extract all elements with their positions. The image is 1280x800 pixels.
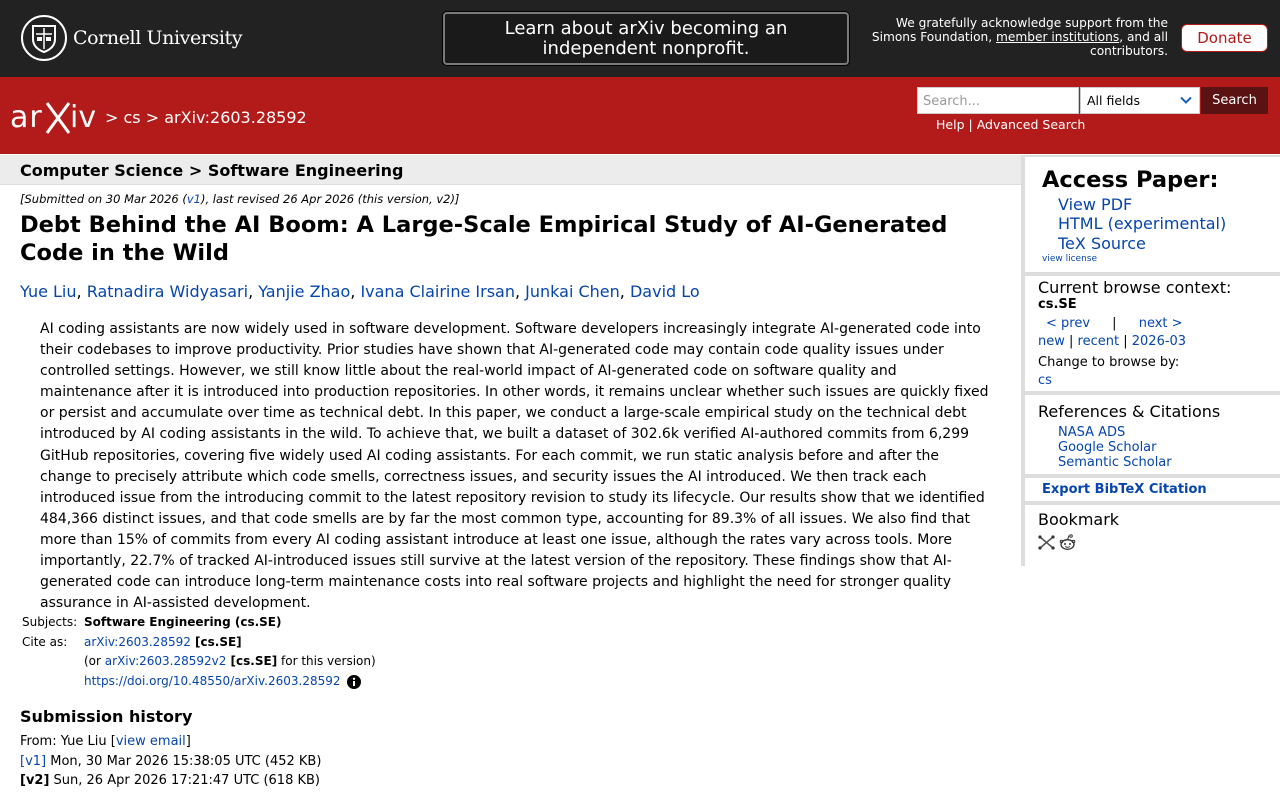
paper-title: Debt Behind the AI Boom: A Large-Scale Empirical Study of AI-Generated Code in the Wild: [20, 212, 948, 266]
cite-or-suffix: for this version): [277, 654, 376, 668]
top-banner: [0, 0, 1280, 77]
reddit-icon[interactable]: [1059, 534, 1076, 555]
doi-row: [84, 674, 376, 689]
search-help-links: [936, 117, 1085, 132]
export-bibtex-link[interactable]: Export BibTeX Citation: [1042, 482, 1207, 497]
cite-version-category: [cs.SE]: [226, 654, 278, 668]
browse-context-panel: [1025, 276, 1280, 391]
google-scholar-link[interactable]: Google Scholar: [1058, 440, 1157, 455]
subjects-value: Software Engineering (cs.SE): [84, 615, 282, 629]
new-link[interactable]: new: [1038, 334, 1065, 349]
nasa-ads-link[interactable]: NASA ADS: [1058, 425, 1126, 440]
link-separator: |: [968, 117, 973, 132]
change-browse-label: Change to browse by:: [1038, 355, 1180, 370]
cite-label: Cite as:: [22, 635, 68, 649]
references-links: [1058, 425, 1280, 470]
version-v2-date: Sun, 26 Apr 2026 17:21:47 UTC (618 KB): [49, 773, 321, 788]
cite-arxiv-link[interactable]: arXiv:2603.28592: [84, 635, 191, 649]
submitter-prefix: From: Yue Liu [: [20, 734, 116, 749]
doi-link[interactable]: https://doi.org/10.48550/arXiv.2603.28592: [84, 674, 341, 688]
cornell-seal-icon: [21, 15, 67, 61]
breadcrumb-paper-id[interactable]: arXiv:2603.28592: [164, 108, 307, 127]
author-link[interactable]: Ratnadira Widyasari: [86, 282, 249, 301]
search-button[interactable]: Search: [1201, 87, 1268, 114]
support-acknowledgement: [866, 16, 1168, 58]
bookmark-heading: Bookmark: [1038, 510, 1120, 529]
breadcrumb: [105, 108, 307, 127]
access-paper-heading: Access Paper:: [1042, 167, 1219, 193]
nav-separator: |: [1123, 334, 1128, 349]
search-field-select[interactable]: [1080, 87, 1200, 114]
cite-category: [cs.SE]: [190, 635, 242, 649]
dateline-suffix: ), last revised 26 Apr 2026 (this version, v2)]: [200, 192, 460, 206]
access-paper-panel: [1025, 157, 1280, 272]
cite-version: [84, 654, 376, 669]
cite-row: [20, 633, 378, 692]
author-link[interactable]: Ivana Clairine Irsan: [360, 282, 515, 301]
bookmark-icons: [1038, 534, 1280, 555]
next-link[interactable]: next >: [1138, 316, 1183, 331]
search-placeholder: Search...: [923, 94, 981, 109]
author-link[interactable]: Yue Liu: [20, 282, 77, 301]
author-list: [20, 282, 700, 301]
advanced-search-link[interactable]: Advanced Search: [976, 117, 1086, 132]
arxiv-logo[interactable]: [10, 97, 102, 141]
version-v1-date: Mon, 30 Mar 2026 15:38:05 UTC (452 KB): [46, 753, 322, 769]
cornell-logo[interactable]: [21, 15, 242, 61]
bookmark-panel: [1025, 505, 1280, 566]
author-separator: ,: [350, 282, 361, 301]
browse-context-value: cs.SE: [1038, 297, 1077, 312]
dateline-v1-link[interactable]: v1: [186, 192, 201, 206]
sidebar: [1021, 155, 1280, 566]
svg-text:iv: iv: [70, 100, 97, 135]
metadata-table: [20, 613, 378, 692]
bibtex-panel: [1025, 478, 1280, 501]
author-separator: ,: [76, 282, 87, 301]
support-prefix: We gratefully acknowledge support from the Simons Foundation,: [871, 16, 1168, 44]
member-institutions-link[interactable]: member institutions: [996, 30, 1120, 44]
author-link[interactable]: David Lo: [629, 282, 700, 301]
submission-history-heading: Submission history: [20, 707, 193, 726]
support-suffix: , and all contributors.: [1090, 30, 1168, 58]
info-icon[interactable]: [347, 675, 361, 689]
author-link[interactable]: Yanjie Zhao: [258, 282, 351, 301]
breadcrumb-cs[interactable]: cs: [123, 108, 141, 127]
donate-button[interactable]: Donate: [1181, 24, 1268, 52]
submitter-suffix: ]: [185, 734, 191, 749]
nonprofit-announcement-button[interactable]: Learn about arXiv becoming an independent nonprofit.: [443, 12, 849, 65]
breadcrumb-separator: >: [145, 108, 160, 127]
search-input[interactable]: [917, 87, 1079, 114]
chevron-down-icon: [1180, 94, 1192, 109]
cite-or-prefix: (or: [84, 654, 105, 668]
prev-link[interactable]: < prev: [1046, 316, 1091, 331]
author-separator: ,: [619, 282, 630, 301]
submission-history: [20, 732, 321, 791]
access-links: [1058, 195, 1280, 253]
view-license-link[interactable]: view license: [1042, 253, 1098, 264]
references-heading: References & Citations: [1038, 402, 1221, 421]
tex-source-link[interactable]: TeX Source: [1058, 233, 1146, 253]
subject-heading: Computer Science > Software Engineering: [0, 155, 1021, 185]
bibsonomy-icon[interactable]: [1038, 534, 1055, 555]
browse-context-heading: Current browse context:: [1038, 278, 1232, 297]
author-link[interactable]: Junkai Chen: [525, 282, 620, 301]
abstract-text: AI coding assistants are now widely used in software development. Software developers increasingly integrate AI-generated code into their codebases to improve productivity. Prior studies have shown that AI-generated code may contain code quality issues under controlled settings. However, we still know little about the real-world impact of AI-generated code on software quality and maintenance after it is introduced into production repositories. In other words, it remains unclear whether such issues are quickly fixed or persist and accumulate over time as technical debt. In this paper, we conduct a large-scale empirical study on the technical debt introduced by AI coding assistants in the wild. To achieve that, we built a dataset of 302.6k verified AI-authored commits from 6,299 GitHub repositories, covering five widely used AI coding assistants. For each commit, we run static analysis before and after the change to precisely attribute which code smells, correctness issues, and security issues the AI introduced. We then track each introduced issue from the introducing commit to the latest repository revision to study its lifecycle. Our results show that we identified 484,366 distinct issues, and that code smells are by far the most common type, accounting for 89.3% of all issues. We also find that more than 15% of commits from every AI coding assistant introduce at least one issue, although the rates vary across tools. More importantly, 22.7% of tracked AI-introduced issues still survive at the latest version of the repository. These findings show that AI-generated code can introduce long-term maintenance costs into real software projects and highlight the need for stronger quality assurance in AI-assisted development.: [40, 321, 989, 612]
view-email-link[interactable]: view email: [115, 734, 186, 749]
cornell-university-name: Cornell University: [73, 27, 243, 49]
submitter-line: [20, 732, 321, 752]
browse-cs-link[interactable]: cs: [1038, 373, 1052, 388]
nav-separator: |: [1069, 334, 1074, 349]
version-entry: [20, 752, 321, 772]
help-link[interactable]: Help: [936, 117, 965, 132]
breadcrumb-separator: >: [105, 108, 119, 127]
browse-context-nav: [1038, 315, 1280, 390]
semantic-scholar-link[interactable]: Semantic Scholar: [1058, 455, 1172, 470]
cite-version-link[interactable]: arXiv:2603.28592v2: [104, 654, 227, 668]
subjects-label: Subjects:: [22, 615, 78, 629]
recent-link[interactable]: recent: [1077, 334, 1120, 349]
version-entry: [20, 771, 321, 791]
cite-primary: [84, 635, 376, 650]
dateline-prefix: [Submitted on 30 Mar 2026 (: [20, 192, 187, 206]
version-v1-link[interactable]: [v1]: [20, 753, 47, 769]
version-v2-label: [v2]: [20, 773, 50, 788]
arxiv-header: [0, 77, 1280, 154]
html-experimental-link[interactable]: HTML (experimental): [1058, 214, 1227, 234]
month-link[interactable]: 2026-03: [1131, 334, 1187, 349]
svg-text:ar: ar: [10, 100, 43, 135]
submission-dateline: [20, 192, 459, 206]
author-separator: ,: [515, 282, 526, 301]
nav-separator: |: [1112, 316, 1117, 331]
subjects-row: [20, 613, 378, 633]
references-panel: [1025, 395, 1280, 474]
author-separator: ,: [248, 282, 259, 301]
arxiv-logo-icon: [10, 97, 102, 137]
view-pdf-link[interactable]: View PDF: [1058, 195, 1133, 214]
search-field-selected: All fields: [1087, 93, 1140, 108]
cite-value: [82, 633, 378, 692]
